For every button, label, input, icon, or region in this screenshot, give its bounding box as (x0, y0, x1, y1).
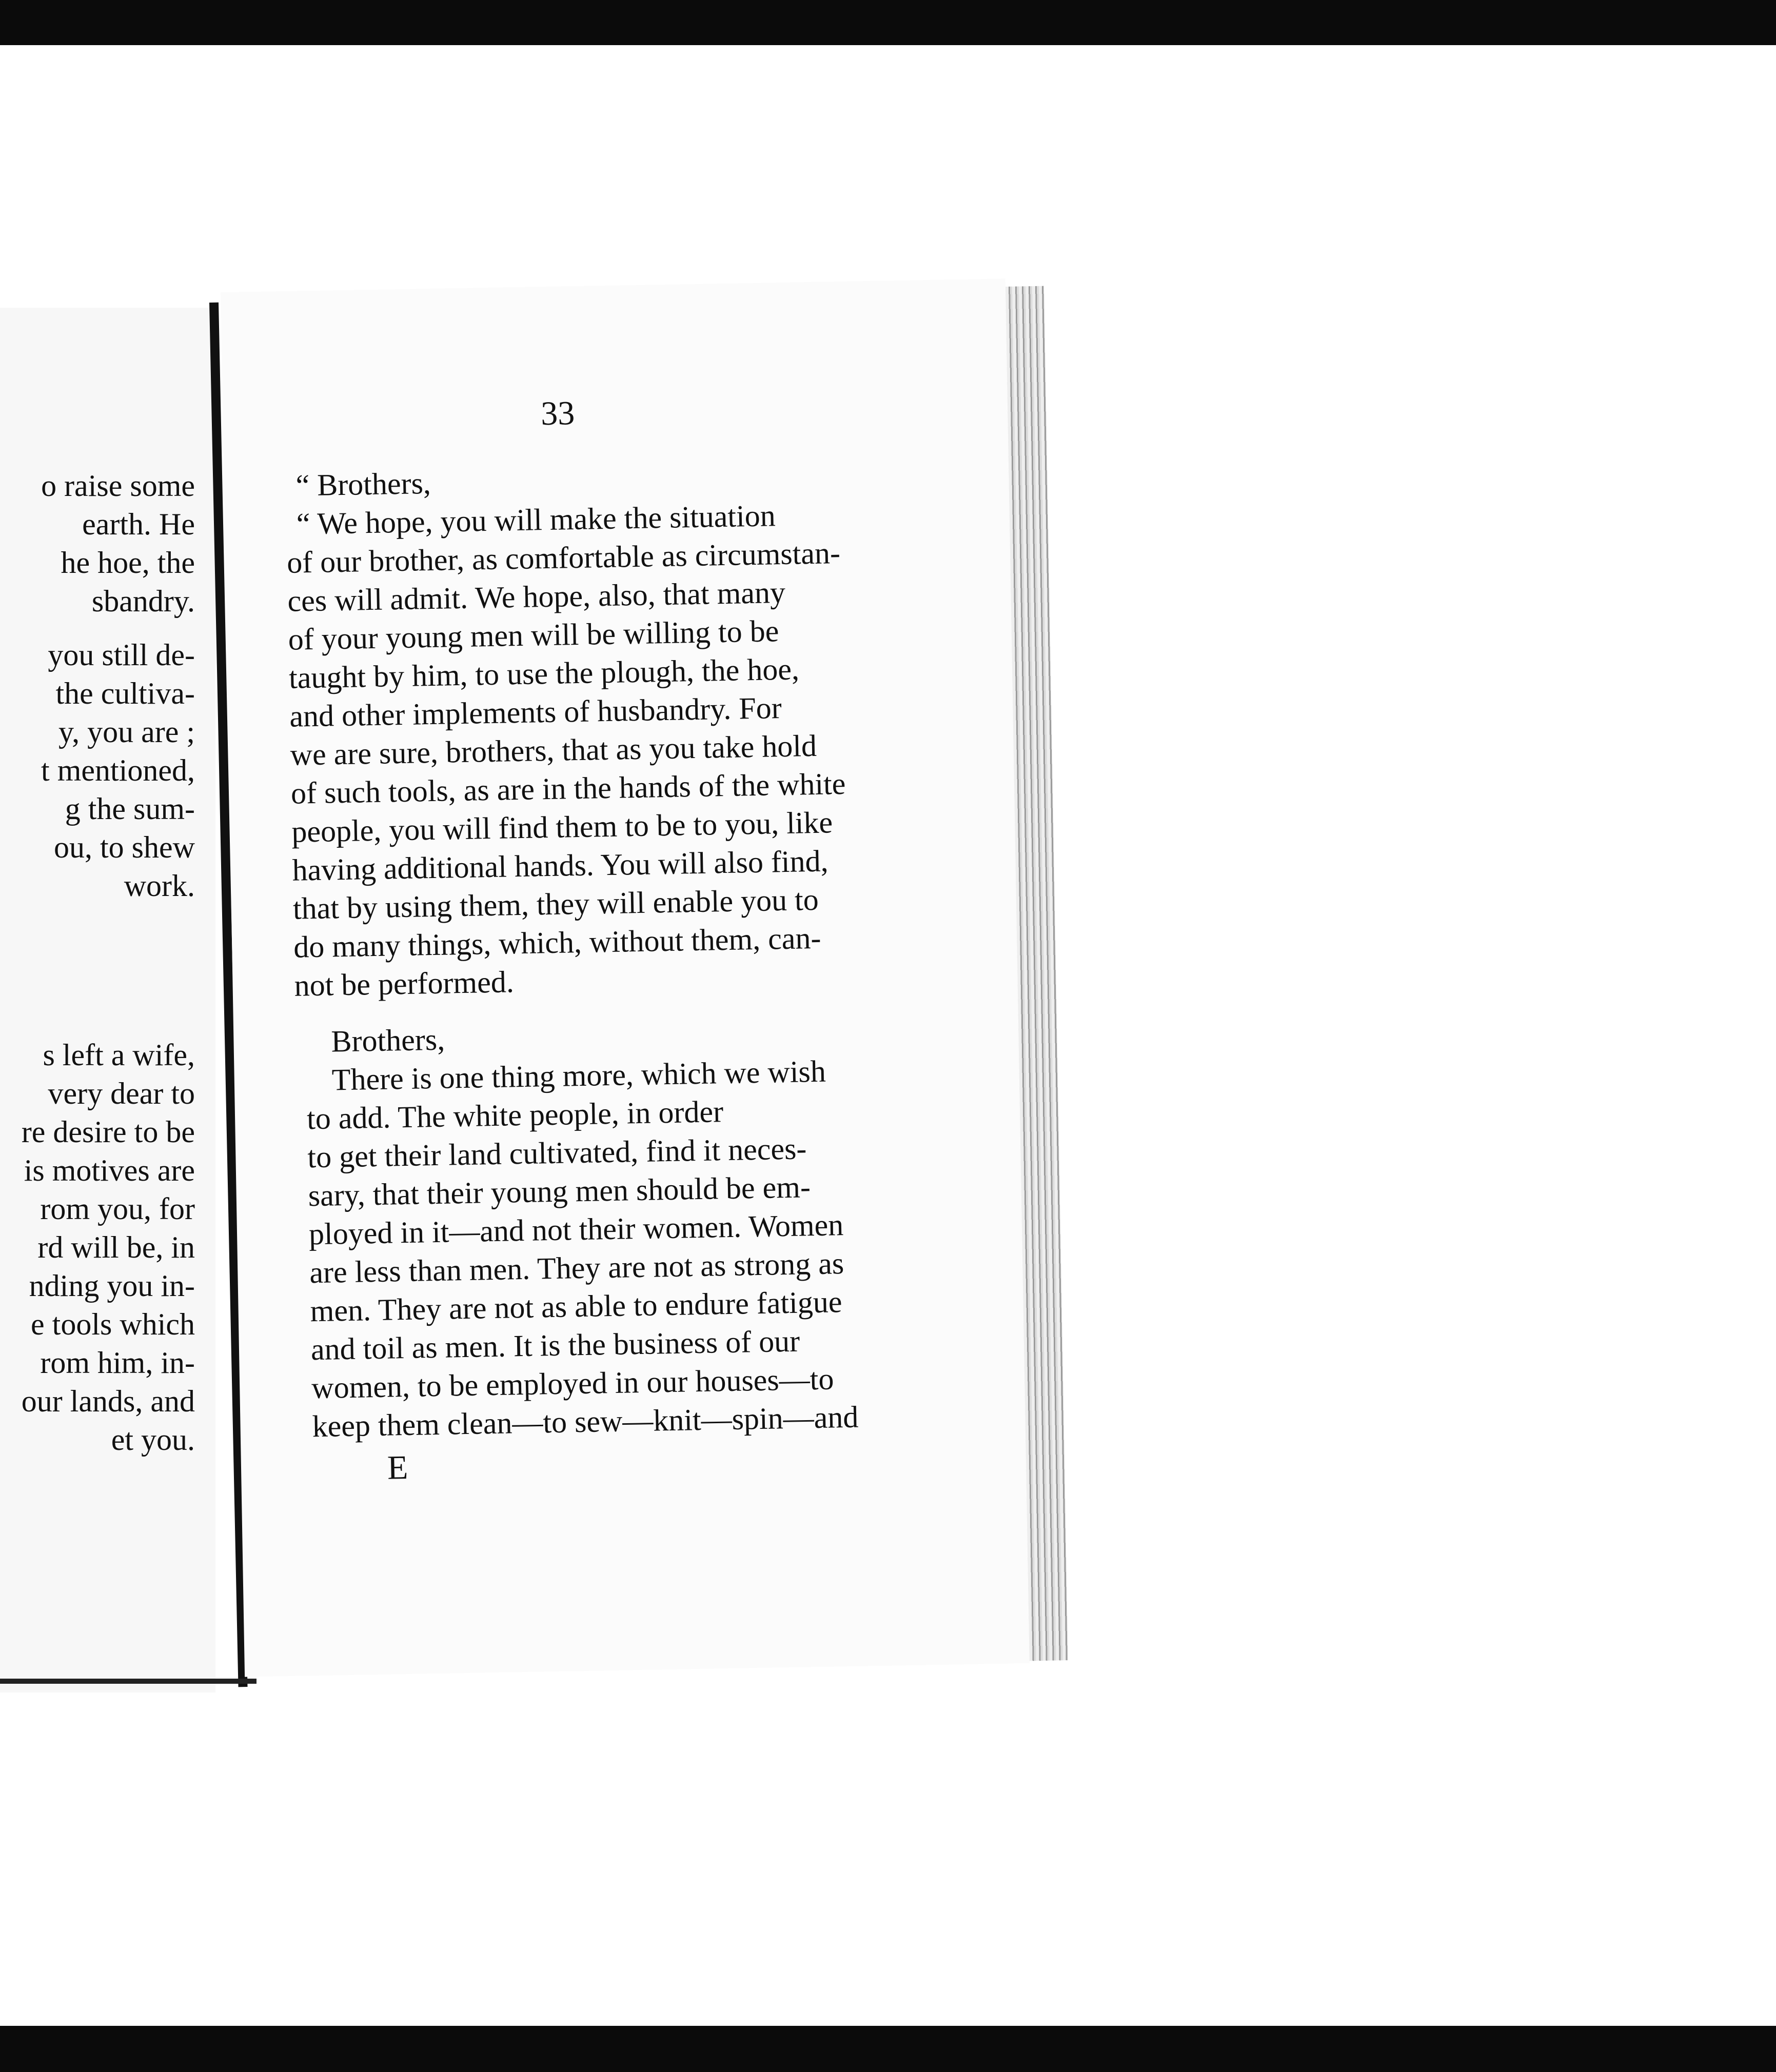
left-line: rom you, for (40, 1192, 195, 1226)
right-line: are less than men. They are not as strong as (309, 1246, 844, 1290)
right-line: to add. The white people, in order (306, 1094, 724, 1136)
right-line: of such tools, as are in the hands of the white (290, 766, 846, 810)
left-page (0, 308, 215, 1692)
right-line: Brothers, (330, 1022, 445, 1059)
right-line: ployed in it—and not their women. Women (308, 1208, 844, 1251)
right-line: of your young men will be willing to be (288, 614, 779, 656)
left-line: the cultiva- (55, 676, 195, 710)
right-line: we are sure, brothers, that as you take hold (290, 728, 817, 772)
right-line: of our brother, as comfortable as circumstan- (286, 536, 841, 580)
left-line: e tools which (31, 1307, 195, 1341)
right-line: men. They are not as able to endure fatigue (310, 1285, 842, 1328)
right-line: There is one thing more, which we wish (331, 1054, 826, 1097)
left-line: very dear to (48, 1077, 195, 1110)
right-line: sary, that their young men should be em- (308, 1170, 811, 1213)
right-line: to get their land cultivated, find it neces- (307, 1131, 807, 1174)
left-line: et you. (111, 1423, 195, 1457)
left-line: re desire to be (21, 1115, 195, 1149)
right-line: keep them clean—to sew—knit—spin—and (312, 1400, 859, 1444)
left-line: he hoe, the (61, 546, 195, 580)
left-line: is motives are (24, 1153, 195, 1187)
bottom-frame-bar (0, 2026, 1776, 2072)
right-line: “ Brothers, (295, 466, 431, 503)
right-line: having additional hands. You will also find, (292, 844, 829, 887)
right-line: and other implements of husbandry. For (289, 691, 782, 733)
left-line: g the sum- (65, 792, 195, 826)
left-line: ou, to shew (54, 830, 195, 864)
right-line: and toil as men. It is the business of our (310, 1324, 800, 1367)
left-line: sbandry. (91, 584, 195, 618)
left-line: rom him, in- (40, 1346, 195, 1380)
left-line: nding you in- (29, 1269, 195, 1303)
left-line: y, you are ; (58, 715, 195, 749)
page-number: 33 (540, 394, 575, 433)
right-line: “ We hope, you will make the situation (296, 499, 776, 541)
left-line: o raise some (41, 469, 195, 503)
open-book (0, 287, 1057, 1703)
left-line: earth. He (82, 507, 195, 541)
left-line: s left a wife, (43, 1038, 195, 1072)
right-line: women, to be employed in our houses—to (311, 1362, 834, 1405)
left-line: you still de- (48, 638, 195, 672)
left-line: work. (124, 869, 195, 903)
right-line: taught by him, to use the plough, the hoe, (288, 652, 800, 695)
left-line: t mentioned, (41, 753, 195, 787)
right-line: do many things, which, without them, can- (293, 921, 821, 964)
signature-mark: E (387, 1448, 409, 1487)
left-line: our lands, and (21, 1384, 195, 1418)
left-line: rd will be, in (37, 1230, 195, 1264)
right-line: ces will admit. We hope, also, that many (287, 575, 786, 618)
right-page (221, 278, 1030, 1677)
top-frame-bar (0, 0, 1776, 45)
right-line: not be performed. (294, 965, 515, 1003)
right-line: people, you will find them to be to you, like (291, 805, 833, 849)
right-line: that by using them, they will enable you to (292, 882, 819, 926)
book-gutter-bottom-edge (0, 1679, 256, 1684)
